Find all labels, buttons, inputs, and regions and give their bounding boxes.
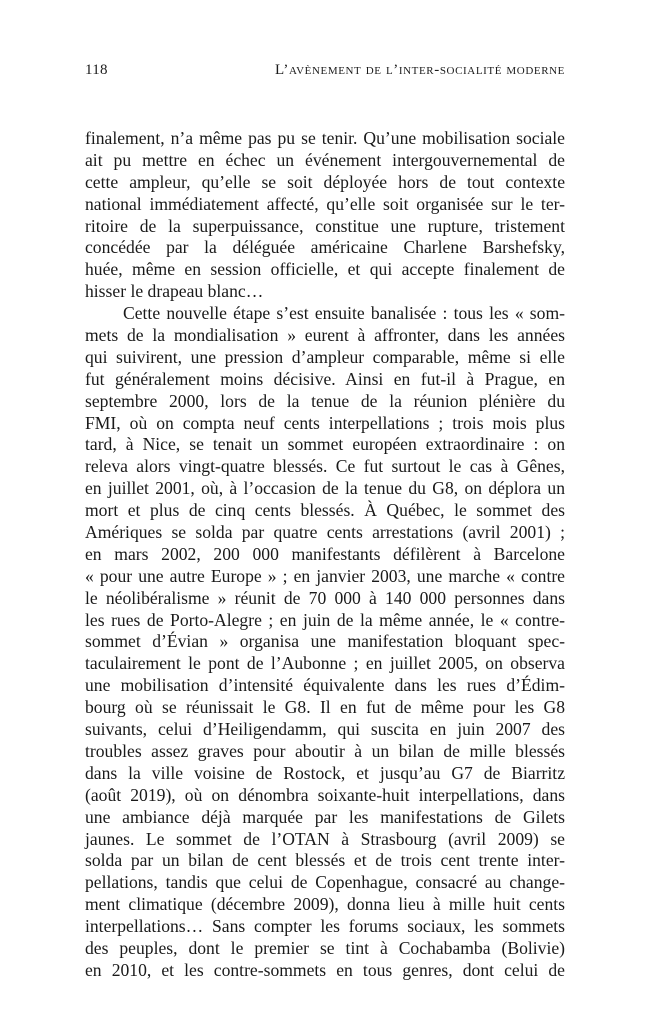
text-line: Amériques se solda par quatre cents arrestations (avril 2001) ; [85, 522, 565, 543]
text-line: en juillet 2001, où, à l’occasion de la tenue du G8, on déplora un [85, 478, 565, 499]
text-line: des peuples, dont le premier se tint à Cochabamba (Bolivie) [85, 937, 565, 958]
text-line: interpellations… Sans compter les forums sociaux, les sommets [85, 916, 565, 937]
text-line: en mars 2002, 200 000 manifestants défilèrent à Barcelone [85, 543, 565, 564]
text-line: suivants, celui d’Heiligendamm, qui suscita en juin 2007 des [85, 719, 565, 740]
text-line: septembre 2000, lors de la tenue de la réunion plénière du [85, 390, 565, 411]
text-line: concédée par la déléguée américaine Charlene Barshefsky, [85, 237, 565, 258]
text-line: ritoire de la superpuissance, constitue une rupture, tristement [85, 215, 565, 236]
running-header [85, 62, 565, 82]
text-line: releva alors vingt-quatre blessés. Ce fut surtout le cas à Gênes, [85, 456, 565, 477]
running-title: L’avènement de l’inter-socialité moderne [274, 62, 565, 78]
text-line: national immédiatement affecté, qu’elle soit organisée sur le ter- [85, 193, 565, 214]
text-line: en 2010, et les contre-sommets en tous genres, dont celui de [85, 959, 565, 980]
body-text [85, 128, 565, 982]
text-line: huée, même en session officielle, et qui accepte finalement de [85, 259, 565, 280]
paragraph-end-line: hisser le drapeau blanc… [85, 281, 264, 302]
text-line: mets de la mondialisation » eurent à affronter, dans les années [85, 325, 565, 346]
text-line: qui suivirent, une pression d’ampleur comparable, même si elle [85, 346, 565, 367]
text-line: jaunes. Le sommet de l’OTAN à Strasbourg (avril 2009) se [85, 828, 565, 849]
paragraph-start-line: Cette nouvelle étape s’est ensuite banalisée : tous les « som- [123, 303, 565, 324]
text-line: (août 2019), où on dénombra soixante-huit interpellations, dans [85, 784, 565, 805]
text-line: fut généralement moins décisive. Ainsi en fut-il à Prague, en [85, 368, 565, 389]
text-line: finalement, n’a même pas pu se tenir. Qu’une mobilisation sociale [85, 128, 565, 148]
text-line: dans la ville voisine de Rostock, et jusqu’au G7 de Biarritz [85, 762, 565, 783]
text-line: pellations, tandis que celui de Copenhague, consacré au change- [85, 872, 565, 893]
text-line: ait pu mettre en échec un événement intergouvernemental de [85, 149, 565, 170]
text-line: une mobilisation d’intensité équivalente dans les rues d’Édim- [85, 675, 565, 696]
text-line: « pour une autre Europe » ; en janvier 2003, une marche « contre [85, 565, 565, 586]
text-line: ment climatique (décembre 2009), donna lieu à mille huit cents [85, 894, 565, 915]
text-line: les rues de Porto-Alegre ; en juin de la même année, le « contre- [85, 609, 565, 630]
text-line: tard, à Nice, se tenait un sommet européen extraordinaire : on [85, 434, 565, 455]
text-line: taculairement le pont de l’Aubonne ; en juillet 2005, on observa [85, 653, 565, 674]
text-line: cette ampleur, qu’elle se soit déployée hors de tout contexte [85, 171, 565, 192]
text-line: le néolibéralisme » réunit de 70 000 à 140 000 personnes dans [85, 587, 565, 608]
text-line: mort et plus de cinq cents blessés. À Québec, le sommet des [85, 500, 565, 521]
text-line: sommet d’Évian » organisa une manifestation bloquant spec- [85, 631, 565, 652]
text-line: troubles assez graves pour aboutir à un bilan de mille blessés [85, 740, 565, 761]
text-line: bourg où se réunissait le G8. Il en fut de même pour les G8 [85, 697, 565, 718]
text-line: FMI, où on compta neuf cents interpellations ; trois mois plus [85, 412, 565, 433]
page-number: 118 [85, 62, 108, 78]
text-line: une ambiance déjà marquée par les manifestations de Gilets [85, 806, 565, 827]
text-line: solda par un bilan de cent blessés et de trois cent trente inter- [85, 850, 565, 871]
